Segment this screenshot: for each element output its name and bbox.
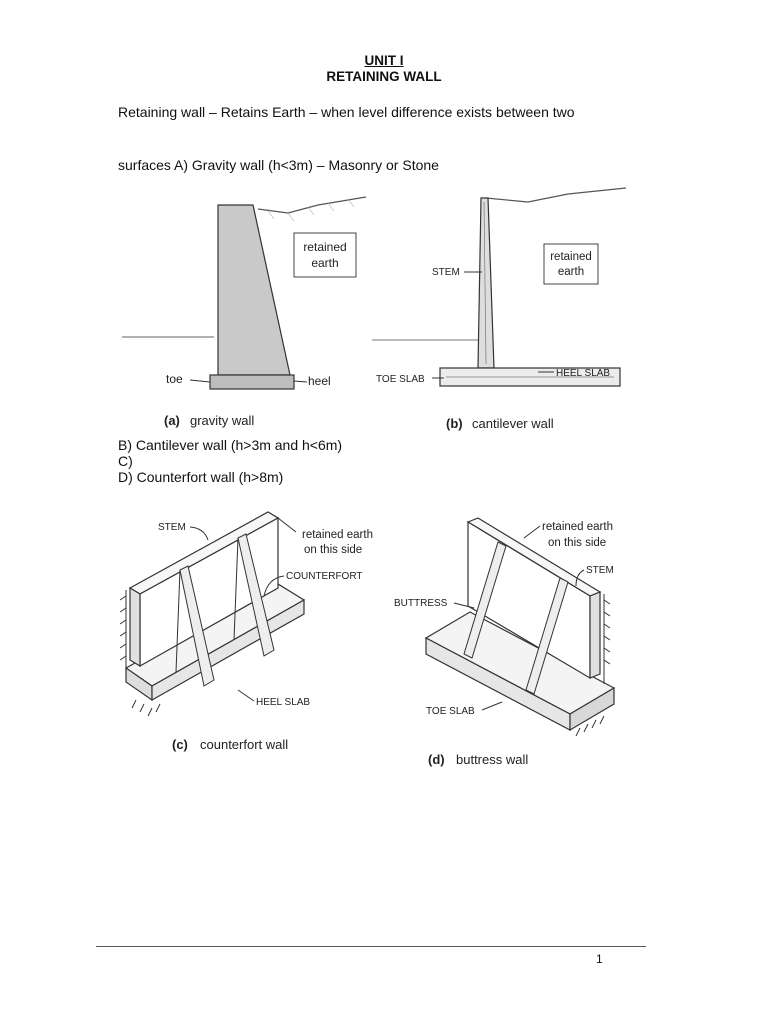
backfill-surface — [486, 188, 626, 202]
heel-slab-label: HEEL SLAB — [556, 368, 611, 379]
caption-text: cantilever wall — [472, 416, 554, 431]
intro-paragraph: Retaining wall – Retains Earth – when level difference exists between two — [118, 104, 575, 120]
stem-label: STEM — [158, 522, 186, 533]
retained-label-1: retained — [303, 240, 347, 254]
retained-earth-box — [544, 244, 598, 284]
figure-gravity-wall — [118, 185, 368, 435]
figure-buttress-wall — [390, 508, 626, 778]
retained-label-2: on this side — [304, 544, 363, 556]
caption-text: counterfort wall — [200, 737, 289, 752]
figure-cantilever-wall — [368, 172, 630, 436]
retained-label-2: on this side — [548, 537, 607, 549]
gravity-wall-body — [218, 205, 290, 375]
stem-label: STEM — [432, 267, 460, 278]
retained-label-1: retained earth — [302, 529, 373, 541]
caption-letter: (d) — [428, 752, 445, 767]
backfill-surface — [258, 197, 366, 213]
heel-slab-label: HEEL SLAB — [256, 697, 311, 708]
unit-heading: UNIT I — [364, 53, 404, 68]
wall-types-list — [118, 437, 342, 485]
counterfort-label: COUNTERFORT — [286, 571, 363, 582]
list-item-d: D) Counterfort wall (h>8m) — [118, 469, 284, 485]
caption-letter: (b) — [446, 416, 463, 431]
page-title: RETAINING WALL — [326, 69, 442, 84]
figure-counterfort-wall — [118, 500, 390, 770]
retained-label-1: retained — [550, 251, 592, 263]
page-number: 1 — [596, 952, 603, 966]
heel-label: heel — [308, 374, 331, 388]
caption-text: gravity wall — [190, 413, 255, 428]
backfill-hatch — [268, 199, 354, 221]
surfaces-paragraph: surfaces A) Gravity wall (h<3m) – Masonry or Stone — [118, 157, 439, 173]
caption-letter: (a) — [164, 413, 180, 428]
retained-label-2: earth — [311, 256, 339, 270]
toe-slab-label: TOE SLAB — [376, 374, 425, 385]
retained-label-2: earth — [557, 266, 585, 278]
toe-label: toe — [166, 372, 183, 386]
list-item-c: C) — [118, 453, 133, 469]
caption-text: buttress wall — [456, 752, 529, 767]
buttress-label: BUTTRESS — [394, 598, 448, 609]
stem-label: STEM — [586, 565, 614, 576]
footer-divider — [96, 946, 646, 947]
retained-label-1: retained earth — [542, 521, 613, 533]
list-item-b: B) Cantilever wall (h>3m and h<6m) — [118, 437, 343, 453]
gravity-wall-base — [210, 375, 294, 389]
caption-letter: (c) — [172, 737, 188, 752]
toe-slab-label: TOE SLAB — [426, 706, 475, 717]
